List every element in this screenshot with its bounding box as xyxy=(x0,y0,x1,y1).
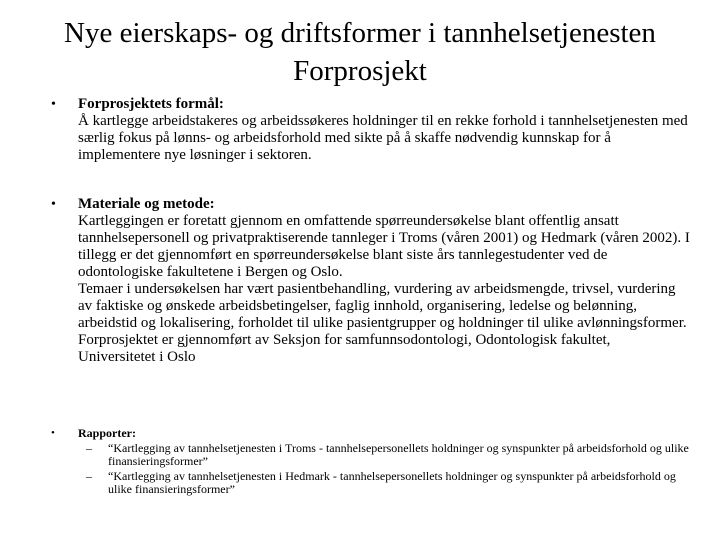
rapporter-heading: Rapporter: xyxy=(78,426,136,440)
slide-title xyxy=(0,14,720,90)
rapporter-list xyxy=(78,442,690,496)
rapport-item-hedmark xyxy=(78,470,690,496)
bullet-marker: • xyxy=(51,97,56,112)
materiale-paragraph-2: Temaer i undersøkelsen har vært pasientbehandling, vurdering av arbeidsmengde, trivsel, vurdering av faktiske og ønskede arbeidsbetingelser, faglig innhold, organisering, ledelse og belønning, arbeidstid og lokalisering, forholdet til ulike pasientgrupper og holdninger til ulike avlønningsformer. xyxy=(78,281,687,331)
bullet-marker: • xyxy=(51,427,55,439)
title-line-1: Nye eierskaps- og driftsformer i tannhelsetjenesten xyxy=(64,17,656,49)
materiale-heading: Materiale og metode: xyxy=(78,196,215,212)
materiale-paragraph-1: Kartleggingen er foretatt gjennom en omfattende spørreundersøkelse blant offentlig ansatt tannhelsepersonell og privatpraktiserende tannleger i Troms (våren 2001) og Hedmark (våren 2002). I tillegg er det gjennomført en spørreundersøkelse blant siste års tannlegestudenter ved de odontologiske fakultetene i Bergen og Oslo. xyxy=(78,213,690,280)
formal-text: Å kartlegge arbeidstakeres og arbeidssøkeres holdninger til en rekke forhold i tannhelsetjenesten med særlig fokus på lønns- og arbeidsforhold med sikte på å skaffe nødvendig kunnskap for å implementere nye løsninger i sektoren. xyxy=(78,113,688,163)
dash-marker: – xyxy=(86,441,92,455)
rapport-text: “Kartlegging av tannhelsetjenesten i Troms - tannhelsepersonellets holdninger og synspunkter på arbeidsforhold og ulike finansieringsformer” xyxy=(108,441,689,468)
title-line-2: Forprosjekt xyxy=(293,55,427,87)
formal-heading: Forprosjektets formål: xyxy=(78,96,224,112)
rapport-text: “Kartlegging av tannhelsetjenesten i Hedmark - tannhelsepersonellets holdninger og synspunkter på arbeidsforhold og ulike finansieringsformer” xyxy=(108,469,676,496)
dash-marker: – xyxy=(86,469,92,483)
materiale-paragraph-3: Forprosjektet er gjennomført av Seksjon for samfunnsodontologi, Odontologisk fakultet, Universitetet i Oslo xyxy=(78,332,611,365)
rapport-item-troms xyxy=(78,442,690,468)
bullet-marker: • xyxy=(51,197,56,212)
